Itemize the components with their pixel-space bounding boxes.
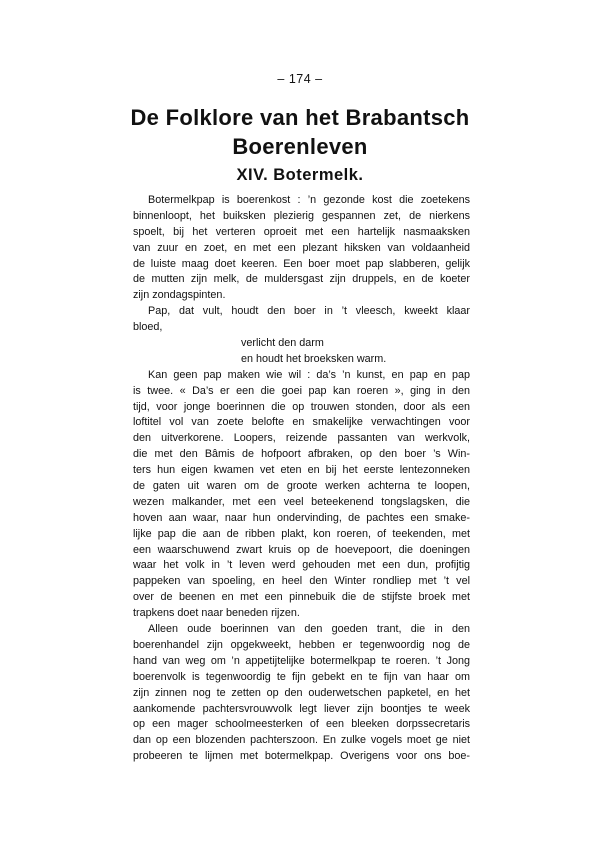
text-line: ters hun eigen kwamen vet eten en bij het eerste lentezonneken	[133, 464, 470, 477]
page-number: – 174 –	[277, 72, 323, 86]
text-line: de gaten uit waren om de groote werken achterna te loopen,	[133, 480, 470, 493]
text-line: die met den Bâmis de hofpoort afbraken, op den boer ’s Win-	[133, 448, 470, 461]
text-line: de mutten zijn melk, de muldersgast zijn druppels, en de koeter	[133, 273, 470, 286]
text-line: hoven aan waar, naar hun ondervinding, de pachtes een smake-	[133, 511, 470, 524]
text-line: waar het volk in ’t leven werd gehouden met een dun, profijtig	[133, 559, 470, 572]
title-line-1: De Folklore van het Brabantsch	[130, 105, 470, 130]
text-line: Alleen oude boerinnen van den goeden trant, die in den	[148, 623, 470, 636]
text-line: binnenloopt, het buiksken plezierig gespannen zet, de nierkens	[133, 209, 470, 222]
text-line: dan op een blozenden pachterszoon. En zulke vogels moet ge niet	[133, 734, 470, 747]
text-line: van zuur en zoet, en met een plezant hiksken van voldaanheid	[133, 241, 470, 254]
text-line: op een mager schoolmeesterken of een bleeken dorpssecretaris	[133, 718, 470, 731]
text-line: Kan geen pap maken wie wil : da’s ’n kunst, en pap en pap	[148, 368, 470, 381]
text-line: bloed,	[133, 321, 163, 334]
text-line: den uitverkorene. Loopers, reizende passanten van werkvolk,	[133, 432, 470, 445]
text-line: is twee. « Da’s er een die goei pap kan roeren », ging in den	[133, 384, 470, 397]
text-line: Pap, dat vult, houdt den boer in ’t vleesch, kweekt klaar	[148, 305, 470, 318]
text-line: aankomende pachtersvrouwvolk legt liever zijn boontjes te week	[133, 702, 470, 715]
text-line: over de beenen en met een pinnebuik die de stijfste broek met	[133, 591, 470, 604]
text-line: tijd, voor jonge boerinnen die op trouwen stonden, door als een	[133, 400, 470, 413]
text-line: zijn zinnen nog te zetten op den ouderwetschen papketel, en het	[133, 686, 470, 699]
section-title: XIV. Botermelk.	[236, 166, 364, 184]
text-line: een waarschuwend zwart kruis op de hoevepoort, die doeningen	[133, 543, 470, 556]
text-line: boerenvolk is tegenwoordig te fijn gebekt en te fijn van haar om	[133, 670, 470, 683]
text-line: en houdt het broeksken warm.	[241, 352, 387, 365]
text-line: boerenhandel zijn opgekweekt, hebben er tegenwoordig nog de	[133, 638, 470, 651]
text-line: pappeken van spoeling, en heel den Winter rondliep met ’t vel	[133, 575, 470, 588]
text-line: verlicht den darm	[241, 337, 324, 350]
body-text	[133, 193, 470, 765]
text-line: spoelt, bij het verteren oproeit met een hartelijk nasmaaksken	[133, 225, 470, 238]
text-line: Botermelkpap is boerenkost : ’n gezonde kost die zoetekens	[148, 194, 470, 206]
text-line: zijn zondagspinten.	[133, 289, 226, 302]
text-line: probeeren te lijmen met botermelkpap. Overigens voor ons boe-	[133, 750, 470, 763]
text-line: wezen malkander, met een veel beteekenend tongslagsken, die	[133, 495, 470, 508]
text-line: trapkens doet naar beneden rijzen.	[133, 607, 300, 620]
text-line: de luiste maag doet keeren. Een boer moet pap slabberen, gelijk	[133, 257, 470, 270]
text-line: lijke pap die aan de ribben plakt, kon roeren, of teekenden, met	[133, 527, 470, 540]
page-title	[0, 103, 600, 161]
text-line: hand van weg om ’n appetijtelijke botermelkpap te roeren. ’t Jong	[133, 654, 470, 667]
text-line: loftitel vol van zoete belofte en smakelijke verwachtingen voor	[133, 416, 470, 429]
title-line-2: Boerenleven	[232, 134, 368, 159]
